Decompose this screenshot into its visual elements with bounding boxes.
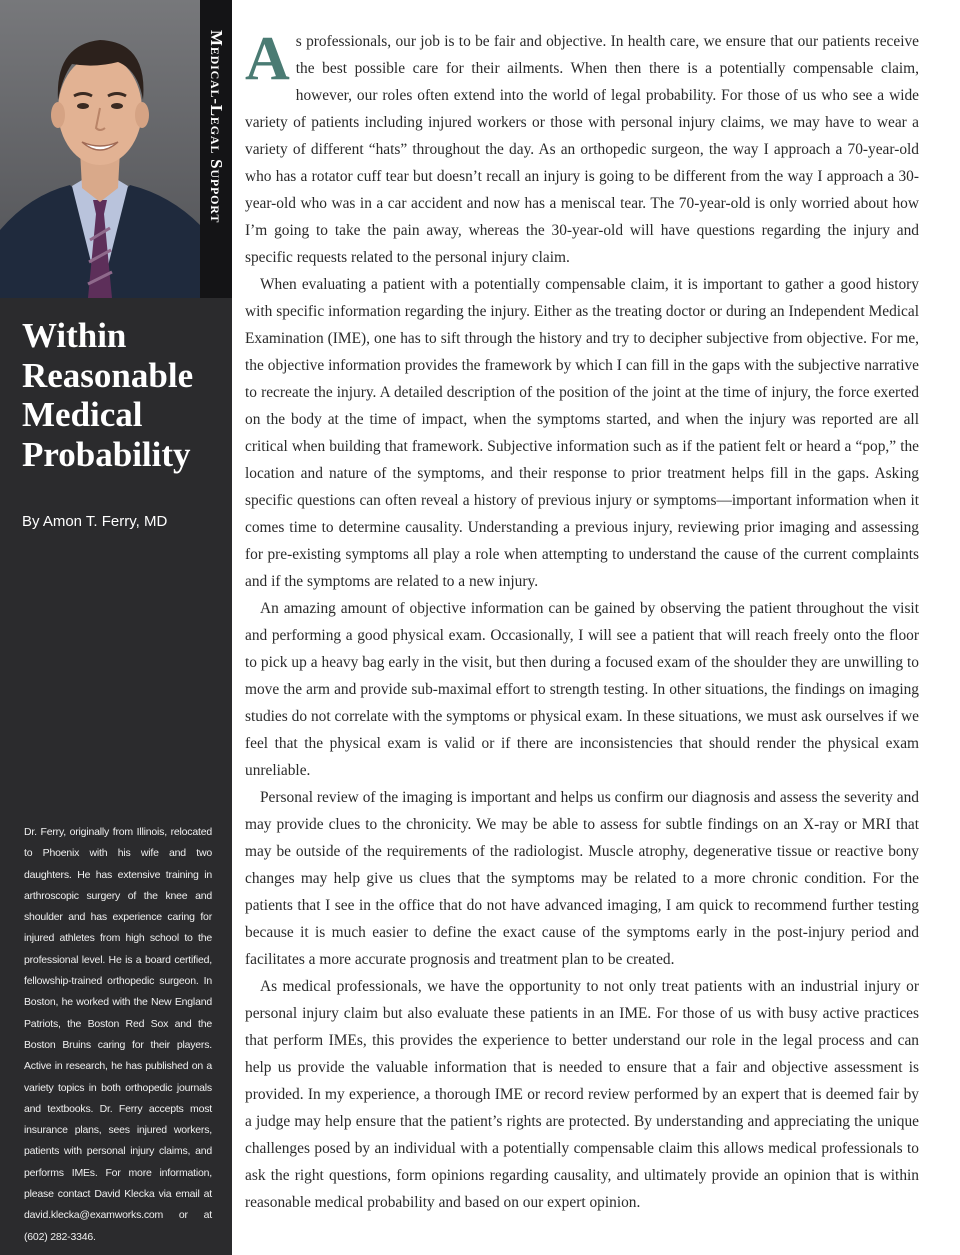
author-photo — [0, 0, 200, 298]
author-sidebar — [0, 0, 232, 1255]
byline: By Amon T. Ferry, MD — [22, 513, 168, 530]
section-label-text: Medical-Legal Support — [207, 30, 226, 224]
title-line: Within — [22, 316, 127, 355]
article-paragraph: When evaluating a patient with a potentially compensable claim, it is important to gather a good history with specific information regarding the injury. Either as the treating doctor or during an Independent Medical Examination (IME), one has to sift through the history and try to decipher subjective from objective. For me, the objective information provides the framework by which I can fill in the gaps with the subjective narrative to recreate the injury. A detailed description of the position of the joint at the time of injury, the force exerted on the body at the time of impact, when the symptoms started, and when the injury was reported are all critical when building that framework. Subjective information such as if the patient felt or heard a “pop,” the location and nature of the symptoms, and their response to prior treatment helps fill in the gaps. Asking specific questions can often reveal a history of previous injury or symptoms—important information when it comes time to determine causality. Understanding a previous injury, reviewing prior imaging and assessing for pre-existing symptoms all play a role when attempting to understand the cause of the current complaints and if the symptoms are related to a new injury. — [245, 276, 919, 590]
article-paragraph: As medical professionals, we have the opportunity to not only treat patients with an industrial injury or personal injury claim but also evaluate these patients in an IME. For those of us with busy active practices that perform IMEs, this provides the experience to better understand our role in the legal process and can help us provide the valuable information that is needed to ensure that a fair and objective assessment is provided. In my experience, a thorough IME or record review performed by an expert that is deemed fair by a judge may help ensure that the patient’s rights are protected. By understanding and appreciating the unique challenges posed by an individual with a potentially compensable claim this allows medical professionals to ask the right questions, form opinions regarding causality, and ultimately provide an opinion that is within reasonable medical probability and based on our expert opinion. — [245, 978, 919, 1211]
paragraph-text: s professionals, our job is to be fair and objective. In health care, we ensure that our patients receive the best possible care for their ailments. When then there is a potentially compensable claim, however, our roles often extend into the world of legal probability. For those of us who see a wide variety of patients including injured workers or those with personal injury claims, we may have to wear a variety of different “hats” throughout the day. As an orthopedic surgeon, the way I approach a 70-year-old who has a rotator cuff tear but doesn’t recall an injury is going to be different from the way I approach a 30-year-old who was in a car accident and now has a meniscal tear. The 70-year-old is only worried about how I’m going to take the pain away, whereas the 30-year-old will have questions regarding the injury and specific requests related to the personal injury claim. — [245, 33, 919, 266]
article-paragraph — [245, 25, 919, 271]
section-label — [200, 0, 232, 298]
article-paragraph: An amazing amount of objective information can be gained by observing the patient throughout the visit and performing a good physical exam. Occasionally, I will see a patient that will reach freely onto the floor to pick up a heavy bag early in the visit, but then during a focused exam of the shoulder they are unwilling to move the arm and provide sub-maximal effort to strength testing. In other situations, the findings on imaging studies do not correlate with the symptoms or physical exam. In these situations, we must ask ourselves if we feel that the physical exam is valid or if there are inconsistencies that should render the physical exam unreliable. — [245, 600, 919, 779]
article-paragraph: Personal review of the imaging is important and helps us confirm our diagnosis and assess the severity and may provide clues to the chronicity. We may be able to assess for subtle findings on an X-ray or MRI that may be outside of the requirements of the radiologist. Muscle atrophy, degenerative tissue or reactive bony changes may help give us clues that the symptoms may be related to a more chronic condition. For the patients that I see in the office that do not have advanced imaging, I am quick to recommend further testing because it is much easier to define the exact cause of the symptoms early in the post-injury period and facilitates a more accurate prognosis and treatment plan to be created. — [245, 789, 919, 968]
drop-cap: A — [245, 25, 290, 93]
article-title — [22, 316, 227, 474]
author-bio: Dr. Ferry, originally from Illinois, relocated to Phoenix with his wife and two daughters. He has extensive training in arthroscopic surgery of the knee and shoulder and has experience caring for injured athletes from high school to the professional level. He is a board certified, fellowship-trained orthopedic surgeon. In Boston, he worked with the New England Patriots, the Boston Red Sox and the Boston Bruins caring for their players. Active in research, he has published on a variety topics in both orthopedic journals and textbooks. Dr. Ferry accepts most insurance plans, sees injured workers, patients with personal injury claims, and performs IMEs. For more information, please contact David Klecka via email at david.klecka@examworks.com or at (602) 282-3346. — [24, 826, 212, 1243]
title-line: Reasonable — [22, 355, 194, 395]
article-body — [245, 25, 919, 1216]
title-line: Probability — [22, 434, 191, 474]
title-line: Medical — [22, 395, 143, 434]
